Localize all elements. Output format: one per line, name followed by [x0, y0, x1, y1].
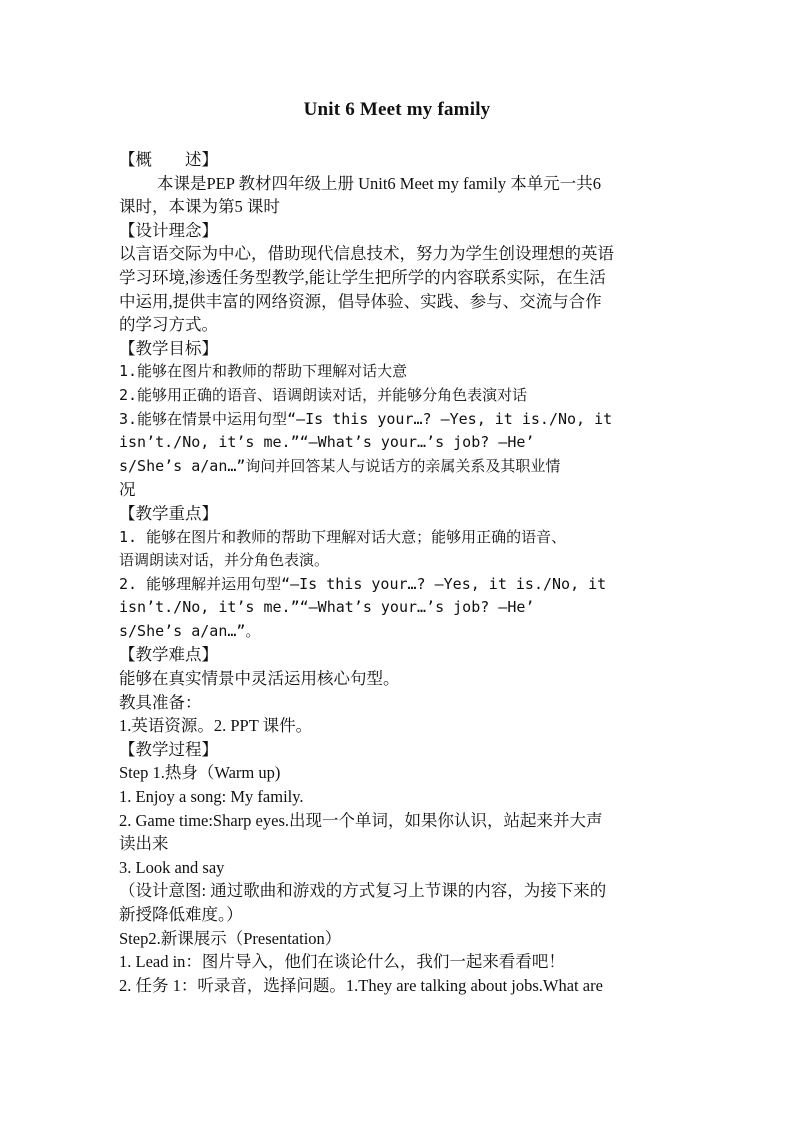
- step-item-continued: 读出来: [119, 834, 169, 854]
- step-item: 2. 任务 1：听录音，选择问题。1.They are talking about jobs.What are: [119, 975, 603, 995]
- objective-item-continued: isn’t./No, it’s me.”“—What’s your…’s job? —He’: [119, 433, 535, 452]
- key-point-item-continued: 语调朗读对话，并分角色表演。: [119, 551, 330, 570]
- paragraph-line: 学习环境,渗透任务型教学,能让学生把所学的内容联系实际，在生活: [119, 267, 606, 287]
- section-heading-difficulties: 【教学难点】: [119, 645, 218, 665]
- key-point-item-continued: s/She’s a/an…”。: [119, 621, 261, 640]
- step-heading: Step 1.热身（Warm up): [119, 763, 281, 783]
- step-item: 3. Look and say: [119, 857, 225, 877]
- objective-item: 3.能够在情景中运用句型“—Is this your…? —Yes, it is./No, it: [119, 409, 613, 428]
- paragraph-line: 本课是PEP 教材四年级上册 Unit6 Meet my family 本单元一共6: [157, 173, 601, 193]
- design-intent-note-continued: 新授降低难度。）: [119, 905, 243, 924]
- paragraph-line: 中运用,提供丰富的网络资源，倡导体验、实践、参与、交流与合作: [119, 291, 602, 311]
- section-heading-process: 【教学过程】: [119, 739, 218, 759]
- document-title: Unit 6 Meet my family: [303, 99, 491, 120]
- key-point-item-continued: isn’t./No, it’s me.”“—What’s your…’s job? —He’: [119, 598, 535, 617]
- step-heading: Step2.新课展示（Presentation）: [119, 928, 342, 948]
- objective-item-continued: 况: [119, 480, 136, 500]
- step-item: 2. Game time:Sharp eyes.出现一个单词，如果你认识，站起来并大声: [119, 810, 603, 830]
- document-body: [119, 148, 679, 997]
- objective-item: 2.能够用正确的语音、语调朗读对话，并能够分角色表演对话: [119, 385, 528, 404]
- teaching-aids-label: 教具准备：: [119, 692, 202, 712]
- objective-item: 1.能够在图片和教师的帮助下理解对话大意: [119, 362, 408, 381]
- key-point-item: 1. 能够在图片和教师的帮助下理解对话大意；能够用正确的语音、: [119, 527, 567, 546]
- section-heading-key-points: 【教学重点】: [119, 503, 218, 523]
- step-item: 1. Lead in：图片导入，他们在谈论什么，我们一起来看看吧！: [119, 952, 565, 972]
- section-heading-overview: 【概 述】: [119, 150, 218, 169]
- objective-item-continued: s/She’s a/an…”询问并回答某人与说话方的亲属关系及其职业情: [119, 456, 561, 475]
- paragraph-line: 以言语交际为中心，借助现代信息技术，努力为学生创设理想的英语: [119, 244, 614, 264]
- section-heading-objectives: 【教学目标】: [119, 338, 218, 358]
- design-intent-note: （设计意图: 通过歌曲和游戏的方式复习上节课的内容，为接下来的: [119, 881, 607, 901]
- paragraph-line: 的学习方式。: [119, 315, 218, 335]
- paragraph-line: 能够在真实情景中灵活运用核心句型。: [119, 669, 400, 689]
- step-item: 1. Enjoy a song: My family.: [119, 787, 304, 807]
- paragraph-line: 1.英语资源。2. PPT 课件。: [119, 716, 313, 736]
- key-point-item: 2. 能够理解并运用句型“—Is this your…? —Yes, it is./No, it: [119, 574, 607, 593]
- paragraph-line: 课时，本课为第5 课时: [119, 197, 280, 217]
- section-heading-design-concept: 【设计理念】: [119, 220, 218, 240]
